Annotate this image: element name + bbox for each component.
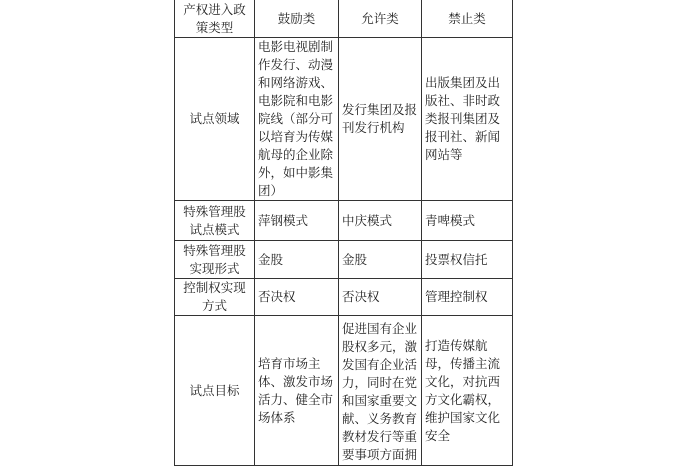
cell-allowed: 发行集团及报刊发行机构: [339, 38, 422, 201]
cell-encouraged: 萍钢模式: [255, 201, 339, 241]
row-label-pilot-mode: 特殊管理股试点模式: [175, 201, 255, 241]
cell-allowed: 否决权: [339, 279, 422, 316]
table-row: [175, 201, 513, 241]
table-header-row: [175, 0, 513, 38]
header-encouraged: 鼓励类: [255, 0, 339, 38]
cell-prohibited: 打造传媒航母，传播主流文化，对抗西方文化霸权，维护国家文化安全: [422, 316, 513, 466]
row-label-control-method: 控制权实现方式: [175, 279, 255, 316]
cell-allowed: 金股: [339, 241, 422, 279]
table-row: [175, 241, 513, 279]
table-row: [175, 38, 513, 201]
cell-allowed: 中庆模式: [339, 201, 422, 241]
cell-allowed: 促进国有企业股权多元，激发国有企业活力，同时在党和国家重要文献、义务教育教材发行等重要事项方面拥: [339, 316, 422, 466]
header-policy-type: 产权进入政策类型: [175, 0, 255, 38]
header-allowed: 允许类: [339, 0, 422, 38]
cell-prohibited: 出版集团及出版社、非时政类报刊集团及报刊社、新闻网站等: [422, 38, 513, 201]
cell-encouraged: 否决权: [255, 279, 339, 316]
cell-prohibited: 管理控制权: [422, 279, 513, 316]
policy-type-table: [174, 0, 513, 466]
row-label-pilot-goal: 试点目标: [175, 316, 255, 466]
cell-encouraged: 金股: [255, 241, 339, 279]
row-label-realization-form: 特殊管理股实现形式: [175, 241, 255, 279]
table-row: [175, 279, 513, 316]
row-label-pilot-field: 试点领域: [175, 38, 255, 201]
cell-prohibited: 青啤模式: [422, 201, 513, 241]
policy-table-container: [174, 0, 512, 462]
cell-encouraged: 培育市场主体、激发市场活力、健全市场体系: [255, 316, 339, 466]
table-row: [175, 316, 513, 466]
cell-encouraged: 电影电视剧制作发行、动漫和网络游戏、电影院和电影院线（部分可以培育为传媒航母的企业除外，如中影集团）: [255, 38, 339, 201]
header-prohibited: 禁止类: [422, 0, 513, 38]
cell-prohibited: 投票权信托: [422, 241, 513, 279]
